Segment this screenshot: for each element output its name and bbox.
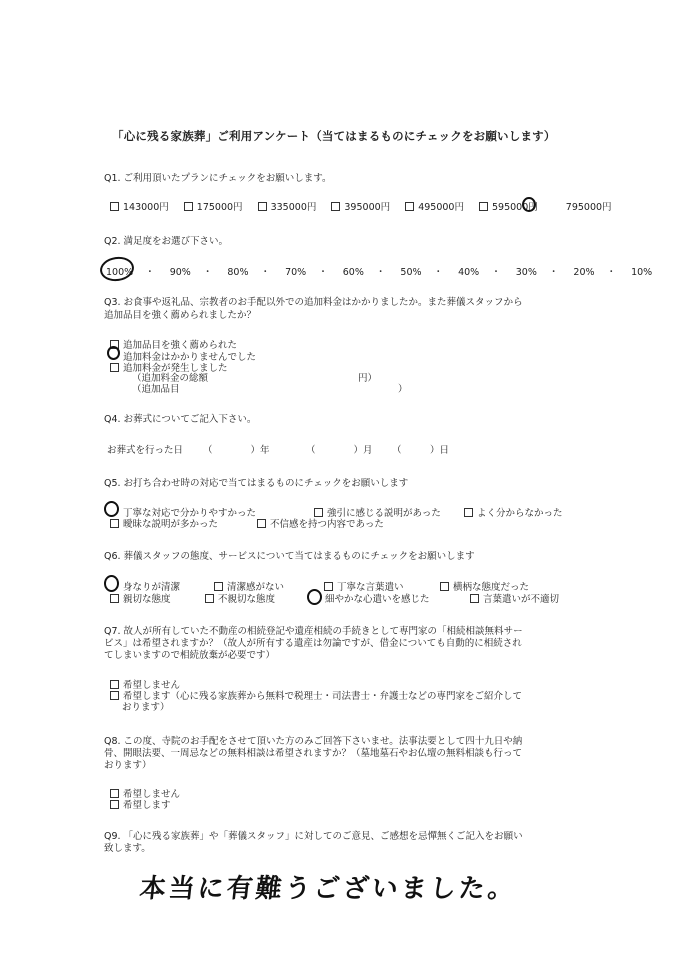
- q2-question: Q2. 満足度をお選び下さい。: [104, 236, 229, 247]
- q7-option-1[interactable]: 希望しません: [110, 677, 180, 691]
- q8-question-line1: Q8. この度、寺院のお手配をさせて頂いた方のみご回答下さいませ。法事法要として四十九日や納: [104, 736, 523, 747]
- checkbox[interactable]: [110, 363, 119, 372]
- q6-option-2[interactable]: 清潔感がない: [214, 579, 284, 593]
- q1-question: Q1. ご利用頂いたプランにチェックをお願いします。: [104, 173, 332, 184]
- checkbox[interactable]: [110, 519, 119, 528]
- q7-question-line3: てしまいますので相続放棄が必要です）: [104, 650, 276, 661]
- handwritten-check-mark: [107, 346, 120, 360]
- q4-question: Q4. お葬式についてご記入下さい。: [104, 414, 257, 425]
- q2-options: 100% ・ 90% ・ 80% ・ 70% ・ 60% ・ 50% ・ 40% ・ 30% ・ 20% ・ 10%: [106, 267, 653, 278]
- q9-question-line2: 致します。: [104, 843, 151, 854]
- checkbox[interactable]: [405, 202, 414, 211]
- q3-items-close: ）: [398, 384, 408, 395]
- q7-question-line1: Q7. 故人が所有していた不動産の相続登記や遺産相続の手続きとして専門家の「相続相談無料サー: [104, 626, 523, 637]
- q6-option-4[interactable]: 横柄な態度だった: [440, 579, 529, 593]
- q2-option[interactable]: 90%: [169, 267, 191, 278]
- q1-option-595000[interactable]: 595000円: [479, 202, 538, 213]
- q3-option-3[interactable]: 追加料金が発生しました: [110, 360, 228, 374]
- handwritten-check-mark: [307, 589, 322, 605]
- q1-options: [110, 199, 624, 213]
- q7-option-2-cont: おります）: [122, 702, 170, 713]
- q3-question-line1: Q3. お食事や返礼品、宗教者のお手配以外での追加料金はかかりましたか。また葬儀スタッフから: [104, 297, 523, 308]
- checkbox[interactable]: [479, 202, 488, 211]
- checkbox[interactable]: [324, 582, 333, 591]
- q7-option-2[interactable]: 希望します（心に残る家族葬から無料で税理士・司法書士・弁護士などの専門家をご紹介して: [110, 688, 522, 702]
- q6-option-1[interactable]: 身なりが清潔: [110, 579, 180, 593]
- q1-option-395000[interactable]: 395000円: [331, 202, 390, 213]
- q1-option-143000[interactable]: 143000円: [110, 202, 169, 213]
- q9-handwritten-answer: 本当に有難うございました。: [138, 874, 519, 904]
- checkbox[interactable]: [464, 508, 473, 517]
- checkbox[interactable]: [440, 582, 449, 591]
- q3-total-unit: 円）: [358, 373, 378, 384]
- checkbox[interactable]: [184, 202, 193, 211]
- q9-question-line1: Q9. 「心に残る家族葬」や「葬儀スタッフ」に対してのご意見、ご感想を忌憚無くご記入をお願い: [104, 831, 523, 842]
- q8-option-1[interactable]: 希望しません: [110, 786, 180, 800]
- q2-option[interactable]: 20%: [573, 267, 595, 278]
- q6-option-3[interactable]: 丁寧な言葉遣い: [324, 579, 404, 593]
- q2-option[interactable]: 30%: [515, 267, 537, 278]
- q4-date-label: お葬式を行った日: [107, 445, 184, 456]
- q3-option-1[interactable]: 追加品目を強く薦められた: [110, 337, 237, 351]
- q5-option-2[interactable]: 強引に感じる説明があった: [314, 505, 441, 519]
- checkbox[interactable]: [214, 582, 223, 591]
- checkbox[interactable]: [553, 202, 562, 211]
- q4-year-field[interactable]: （ ）年: [203, 445, 270, 456]
- handwritten-check-mark: [522, 197, 536, 212]
- q4-month-field[interactable]: （ ）月: [306, 445, 373, 456]
- q6-option-7[interactable]: 細やかな心遣いを感じた: [312, 591, 430, 605]
- q8-question-line3: おります）: [104, 760, 152, 771]
- q1-option-335000[interactable]: 335000円: [258, 202, 317, 213]
- q2-option[interactable]: 70%: [285, 267, 307, 278]
- q6-option-8[interactable]: 言葉遣いが不適切: [470, 591, 559, 605]
- q3-items-label: （追加品目: [132, 384, 180, 395]
- checkbox[interactable]: [110, 594, 119, 603]
- handwritten-circle-mark: [98, 255, 135, 283]
- q5-option-5[interactable]: 不信感を持つ内容であった: [257, 516, 384, 530]
- handwritten-check-mark: [104, 575, 119, 592]
- q2-option[interactable]: 80%: [227, 267, 249, 278]
- q7-question-line2: ビス」は希望されますか？（故人が所有する遺産は勿論ですが、借金についても自動的に相続され: [104, 638, 522, 649]
- q2-option[interactable]: 100%: [106, 267, 134, 278]
- q3-question-line2: 追加品目を強く薦められましたか？: [104, 310, 257, 321]
- checkbox[interactable]: [257, 519, 266, 528]
- q1-option-795000[interactable]: 795000円: [553, 202, 612, 213]
- page-title: 「心に残る家族葬」ご利用アンケート（当てはまるものにチェックをお願いします）: [112, 129, 556, 143]
- q6-question: Q6. 葬儀スタッフの態度、サービスについて当てはまるものにチェックをお願いします: [104, 551, 475, 562]
- q3-option-2[interactable]: 追加料金はかかりませんでした: [110, 349, 256, 363]
- q3-total-label: （追加料金の総額: [132, 373, 209, 384]
- q2-option[interactable]: 60%: [342, 267, 364, 278]
- q1-option-175000[interactable]: 175000円: [184, 202, 243, 213]
- handwritten-check-mark: [104, 501, 119, 517]
- checkbox[interactable]: [205, 594, 214, 603]
- q1-option-495000[interactable]: 495000円: [405, 202, 464, 213]
- q6-option-6[interactable]: 不親切な態度: [205, 591, 275, 605]
- q2-option[interactable]: 10%: [631, 267, 653, 278]
- q5-option-3[interactable]: よく分からなかった: [464, 505, 563, 519]
- checkbox[interactable]: [110, 691, 119, 700]
- checkbox[interactable]: [331, 202, 340, 211]
- checkbox[interactable]: [110, 202, 119, 211]
- q8-question-line2: 骨、開眼法要、一周忌などの無料相談は希望されますか？（墓地墓石やお仏壇の無料相談も行って: [104, 748, 523, 759]
- q5-question: Q5. お打ち合わせ時の対応で当てはまるものにチェックをお願いします: [104, 478, 409, 489]
- q2-option[interactable]: 50%: [400, 267, 422, 278]
- q8-option-2[interactable]: 希望します: [110, 797, 171, 811]
- q6-option-5[interactable]: 親切な態度: [110, 591, 171, 605]
- checkbox[interactable]: [110, 800, 119, 809]
- q5-option-4[interactable]: 曖昧な説明が多かった: [110, 516, 218, 530]
- q2-option[interactable]: 40%: [458, 267, 480, 278]
- checkbox[interactable]: [258, 202, 267, 211]
- q5-option-1[interactable]: 丁寧な対応で分かりやすかった: [110, 505, 256, 519]
- q4-day-field[interactable]: （ ）日: [392, 445, 450, 456]
- checkbox[interactable]: [470, 594, 479, 603]
